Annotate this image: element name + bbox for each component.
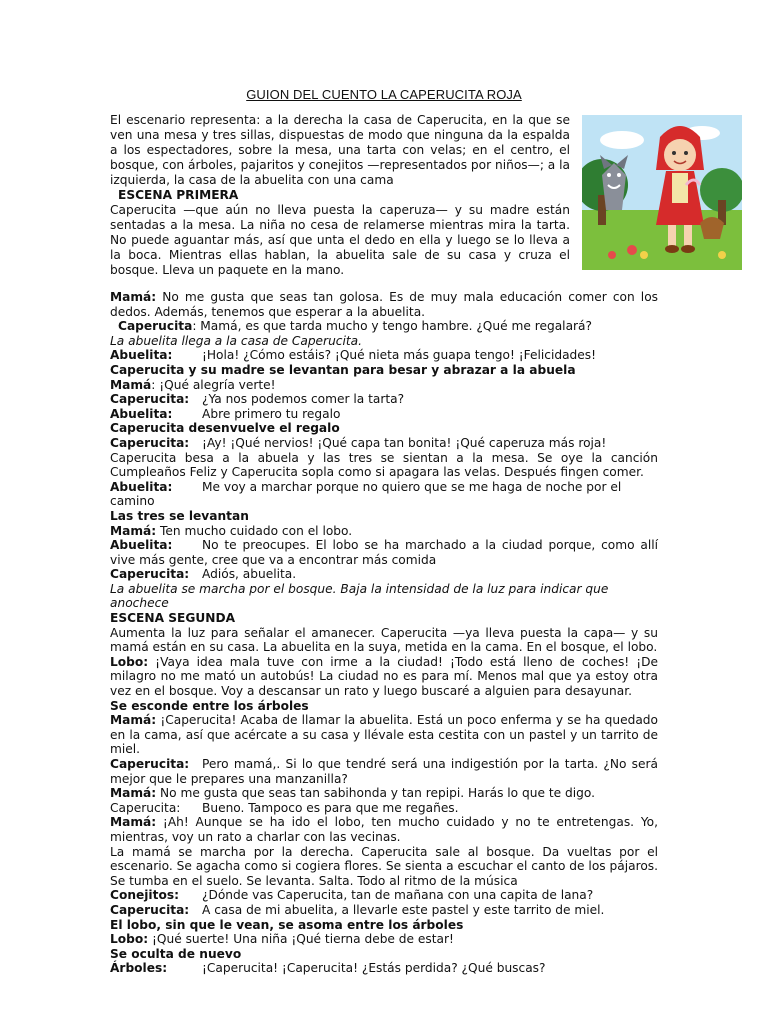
- dialogue-line: Abuelita: Me voy a marchar porque no quiero que se me haga de noche por el camino: [110, 479, 622, 509]
- stage-direction: La mamá se marcha por la derecha. Caperucita sale al bosque. Da vueltas por el escenario. Se agacha como si cogiera flores. Se sienta a escuchar el canto de los pájaros. Se tumba en el suelo. Se levanta. Salta. Todo al ritmo de la música: [110, 844, 658, 888]
- intro-block: [110, 113, 570, 278]
- dialogue-line: Abuelita: No te preocupes. El lobo se ha marchado a la ciudad porque, como allí vive más gente, cree que va a encontrar más comida: [110, 538, 658, 567]
- dialogue-line: Caperucita: ¡Ay! ¡Qué nervios! ¡Qué capa tan bonita! ¡Qué caperuza más roja!: [110, 435, 607, 450]
- stage-direction: Aumenta la luz para señalar el amanecer. Caperucita —ya lleva puesta la capa— y su mamá están en su casa. La abuelita en la suya, metida en la cama. En el bosque, el lobo.: [110, 625, 658, 655]
- stage-direction: Las tres se levantan: [110, 508, 249, 523]
- dialogue-line: Mamá: ¡Qué alegría verte!: [110, 377, 276, 392]
- dialogue-line: Caperucita: Mamá, es que tarda mucho y tengo hambre. ¿Qué me regalará?: [118, 319, 592, 334]
- dialogue-line: Caperucita: ¿Ya nos podemos comer la tarta?: [110, 392, 405, 407]
- story-illustration: [582, 115, 742, 270]
- document-title: GUION DEL CUENTO LA CAPERUCITA ROJA: [246, 87, 522, 102]
- dialogue-line: Lobo: ¡Qué suerte! Una niña ¡Qué tierna debe de estar!: [110, 932, 454, 947]
- dialogue-line: Mamá: ¡Ah! Aunque se ha ido el lobo, ten mucho cuidado y no te entretengas. Yo, mientras, voy un rato a charlar con las vecinas.: [110, 815, 658, 844]
- dialogue-line: Caperucita: Bueno. Tampoco es para que me regañes.: [110, 800, 459, 815]
- dialogue-line: Caperucita: A casa de mi abuelita, a llevarle este pastel y este tarrito de miel.: [110, 902, 605, 917]
- stage-direction: Se esconde entre los árboles: [110, 698, 309, 713]
- stage-direction: La abuelita se marcha por el bosque. Baja la intensidad de la luz para indicar que anochece: [110, 581, 609, 611]
- dialogue-line: Mamá: No me gusta que seas tan sabihonda y tan repipi. Harás lo que te digo.: [110, 786, 595, 801]
- dialogue-line: Mamá: No me gusta que seas tan golosa. Es de muy mala educación comer con los dedos. Además, tenemos que esperar a la abuelita.: [110, 290, 658, 319]
- stage-direction: Caperucita y su madre se levantan para besar y abrazar a la abuela: [110, 362, 576, 377]
- dialogue-line: Conejitos: ¿Dónde vas Caperucita, tan de mañana con una capita de lana?: [110, 888, 594, 903]
- scene-two-heading: ESCENA SEGUNDA: [110, 611, 235, 626]
- script-body: [110, 290, 658, 976]
- scene-one-heading: ESCENA PRIMERA: [118, 188, 239, 202]
- dialogue-line: Caperucita: Pero mamá,. Si lo que tendré será una indigestión por la tarta. ¿No será mejor que le prepares una manzanilla?: [110, 757, 658, 786]
- dialogue-line: Abuelita: ¡Hola! ¿Cómo estáis? ¡Qué nieta más guapa tengo! ¡Felicidades!: [110, 348, 597, 363]
- scene-one-paragraph: Caperucita —que aún no lleva puesta la caperuza— y su madre están sentadas a la mesa. La niña no cesa de relamerse mientras mira la tarta. No puede aguantar más, así que unta el dedo en ella y luego se lo lleva a la boca. Mientras ellas hablan, la abuelita sale de su casa y cruza el bosque. Lleva un paquete en la mano.: [110, 203, 570, 277]
- stage-direction: La abuelita llega a la casa de Caperucita.: [110, 333, 362, 348]
- dialogue-line: Mamá: ¡Caperucita! Acaba de llamar la abuelita. Está un poco enferma y se ha quedado en la cama, así que acércate a su casa y llévale esta cestita con un pastel y un tarrito de miel.: [110, 713, 658, 757]
- dialogue-line: Caperucita: Adiós, abuelita.: [110, 567, 297, 582]
- dialogue-line: Mamá: Ten mucho cuidado con el lobo.: [110, 523, 353, 538]
- stage-direction: Se oculta de nuevo: [110, 946, 242, 961]
- dialogue-line: Lobo: ¡Vaya idea mala tuve con irme a la ciudad! ¡Todo está lleno de coches! ¡De milagro no me mató un autobús! La ciudad no es para mí. Menos mal que ya estoy otra vez en el bosque. Voy a descansar un rato y luego buscaré a alguien para desayunar.: [110, 654, 658, 699]
- dialogue-line: Abuelita: Abre primero tu regalo: [110, 406, 341, 421]
- scenario-paragraph: El escenario representa: a la derecha la casa de Caperucita, en la que se ven una mesa y tres sillas, dispuestas de modo que ninguna da la espalda a los espectadores, sobre la mesa, una tarta con velas; en el centro, el bosque, con árboles, pajaritos y conejitos —representados por niños—; a la izquierda, la casa de la abuelita con una cama: [110, 113, 570, 187]
- dialogue-line: Árboles: ¡Caperucita! ¡Caperucita! ¿Estás perdida? ¿Qué buscas?: [110, 961, 546, 976]
- little-red-riding-hood-and-wolf-illustration: [582, 115, 742, 270]
- stage-direction: Caperucita desenvuelve el regalo: [110, 421, 340, 436]
- stage-direction: Caperucita besa a la abuela y las tres se sientan a la mesa. Se oye la canción Cumpleaños Feliz y Caperucita sopla como si apagara las velas. Después fingen comer.: [110, 450, 658, 480]
- stage-direction: El lobo, sin que le vean, se asoma entre los árboles: [110, 917, 464, 932]
